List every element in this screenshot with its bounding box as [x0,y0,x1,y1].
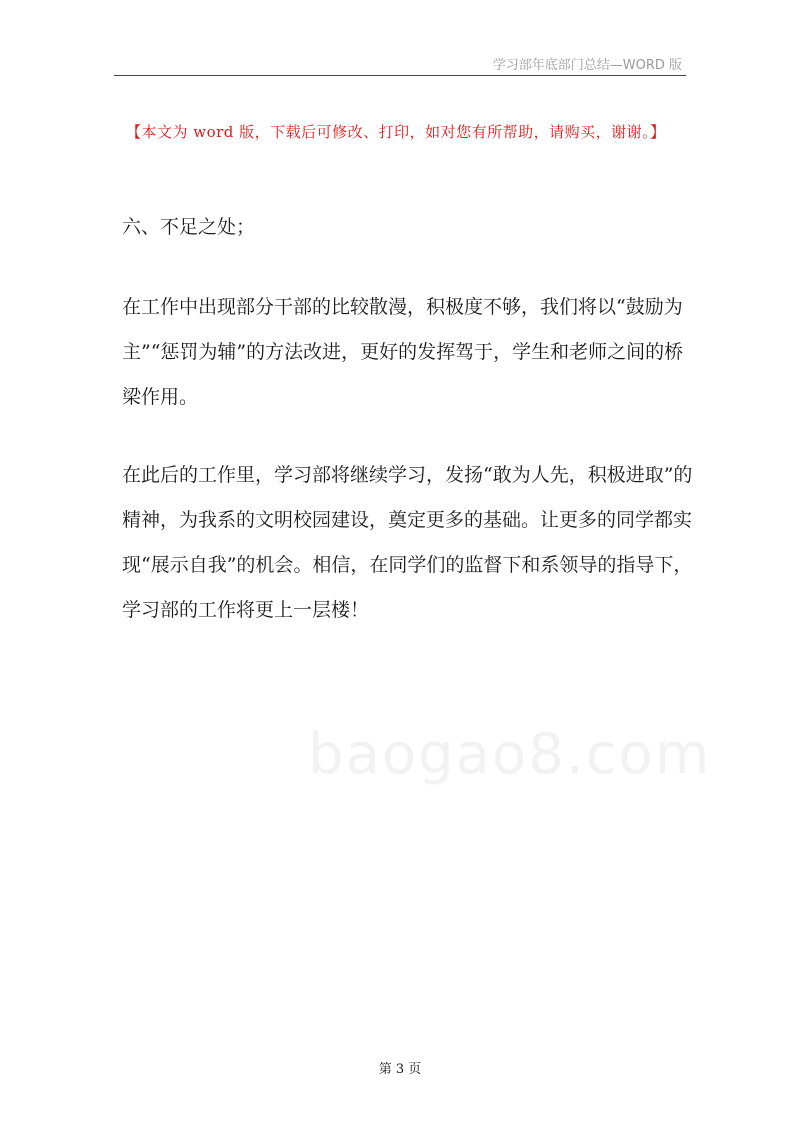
header-divider [114,75,686,76]
section-heading: 六、不足之处； [122,216,256,238]
header-title: 学习部年底部门总结—WORD 版 [492,58,682,73]
paragraph-shortcomings [122,285,694,420]
paragraph-outlook [122,453,694,633]
watermark: baogao8.com [308,722,712,787]
purchase-notice: 【本文为 word 版，下载后可修改、打印，如对您有所帮助，请购买，谢谢。】 [126,123,666,141]
paragraph-line: 主”“惩罚为辅”的方法改进，更好的发挥驾于，学生和老师之间的桥 [122,341,684,363]
page-number: 第 3 页 [378,1062,422,1077]
paragraph-line: 梁作用。 [122,386,199,408]
paragraph-line: 现“展示自我”的机会。相信，在同学们的监督下和系领导的指导下， [122,554,693,576]
paragraph-line: 在此后的工作里，学习部将继续学习，发扬“敢为人先，积极进取”的 [122,464,693,486]
paragraph-line: 学习部的工作将更上一层楼！ [122,599,370,621]
paragraph-line: 在工作中出现部分干部的比较散漫，积极度不够，我们将以“鼓励为 [122,296,683,318]
paragraph-line: 精神，为我系的文明校园建设，奠定更多的基础。让更多的同学都实 [122,509,693,531]
